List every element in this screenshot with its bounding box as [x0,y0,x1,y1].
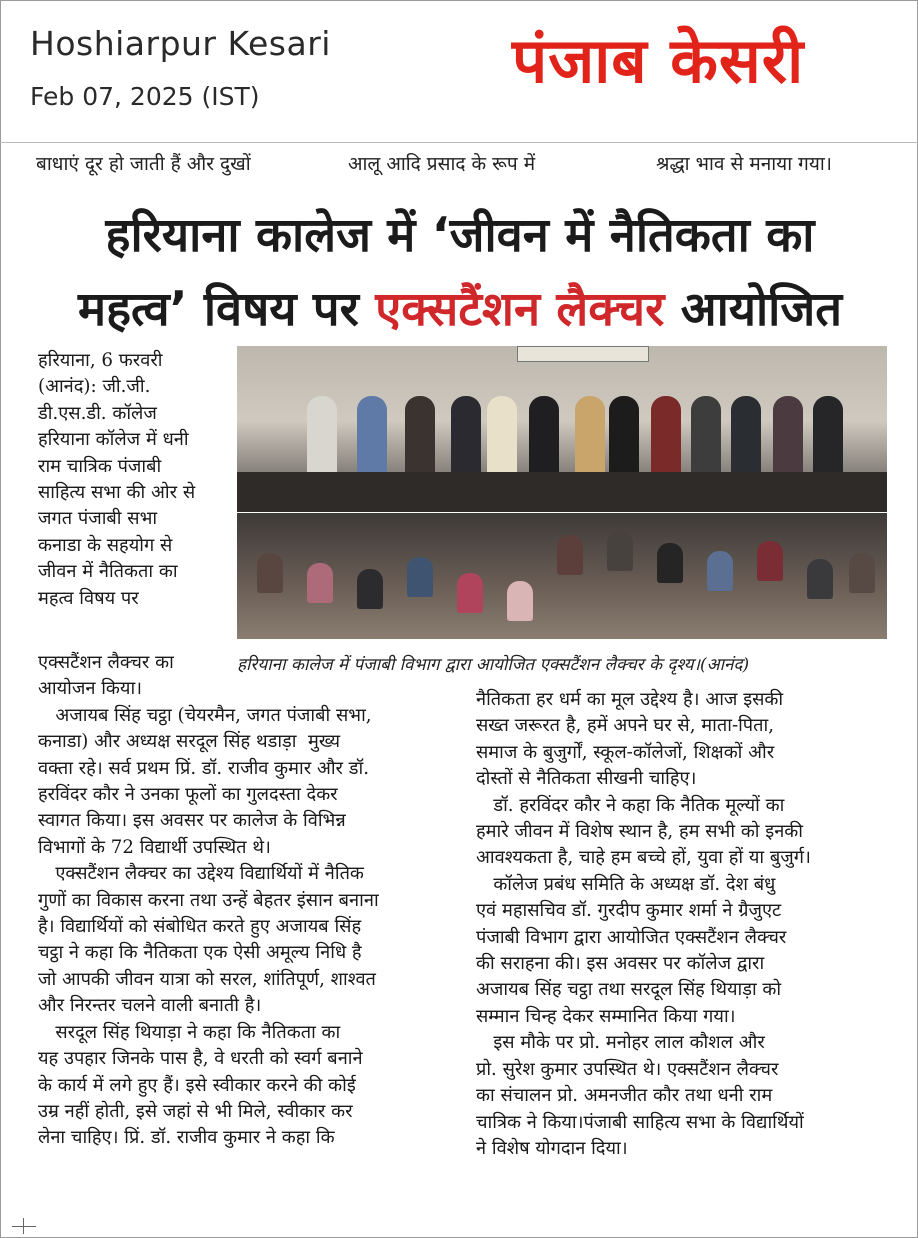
article-line: राम चात्रिक पंजाबी [38,455,162,477]
article-line: इस मौके पर प्रो. मनोहर लाल कौशल और [476,1032,765,1054]
article-line: की सराहना की। इस अवसर पर कॉलेज द्वारा [476,953,765,975]
previous-article-fragment-2: आलू आदि प्रसाद के रूप में [348,153,536,175]
photo-caption: हरियाना कालेज में पंजाबी विभाग द्वारा आयोजित एक्सटैंशन लैक्चर के दृश्य।(आनंद) [237,655,750,675]
article-line: (आनंद): जी.जी. [38,376,151,398]
article-line: सख्त जरूरत है, हमें अपने घर से, माता-पिता, [476,715,774,737]
article-line: एवं महासचिव डॉ. गुरदीप कुमार शर्मा ने ग्रैजुएट [476,900,782,922]
headline-part-a: महत्व’ विषय पर [77,282,359,337]
article-line: प्रो. सुरेश कुमार उपस्थित थे। एक्सटैंशन लैक्चर [476,1058,779,1080]
article-line: हरियाना कॉलेज में धनी [38,429,189,451]
headline-highlight: एक्सटैंशन लैक्चर [375,282,665,337]
article-line: एक्सटैंशन लैक्चर का [38,652,174,673]
article-line: है। विद्यार्थियों को संबोधित करते हुए अजायब सिंह [38,916,362,938]
clipping-header [0,0,918,143]
article-line: सरदूल सिंह थियाड़ा ने कहा कि नैतिकता का [38,1021,341,1043]
stage-banner [517,346,649,362]
article-left-column [38,650,456,1152]
article-line: चट्ठा ने कहा कि नैतिकता एक ऐसी अमूल्य निधि है [38,942,362,964]
previous-article-fragment-3: श्रद्धा भाव से मनाया गया। [656,153,833,175]
article-line: सम्मान चिन्ह देकर सम्मानित किया गया। [476,1005,736,1027]
article-line: हमारे जीवन में विशेष स्थान है, हम सभी को इनकी [476,821,803,843]
article-line: के कार्य में लगे हुए हैं। इसे स्वीकार करने की कोई [38,1074,356,1096]
article-line: एक्सटैंशन लैक्चर का उद्देश्य विद्यार्थियों में नैतिक [38,863,364,885]
headline-line-2 [30,282,890,337]
article-line: लेना चाहिए। प्रिं. डॉ. राजीव कुमार ने कहा कि [38,1127,335,1149]
article-line: जगत पंजाबी सभा [38,508,158,530]
article-line: का संचालन प्रो. अमनजीत कौर तथा धनी राम [476,1085,773,1107]
article-line: चात्रिक ने किया।पंजाबी साहित्य सभा के विद्यार्थियों [476,1111,804,1133]
article-line: हरविंदर कौर ने उनका फूलों का गुलदस्ता देकर [38,784,338,806]
article-line: आवश्यकता है, चाहे हम बच्चे हों, युवा हों या बुजुर्ग। [476,847,811,869]
event-photo-audience [237,513,887,639]
article-line: समाज के बुजुर्गों, स्कूल-कॉलेजों, शिक्षकों और [476,741,775,763]
article-line: डॉ. हरविंदर कौर ने कहा कि नैतिक मूल्यों का [476,794,785,816]
article-line: जो आपकी जीवन यात्रा को सरल, शांतिपूर्ण, शाश्वत [38,968,376,990]
article-right-column [476,687,896,1162]
article-line: विभागों के 72 विद्यार्थी उपस्थित थे। [38,836,271,858]
article-line: नैतिकता हर धर्म का मूल उद्देश्य है। आज इसकी [476,689,784,710]
article-line: अजायब सिंह चट्ठा तथा सरदूल सिंह थियाड़ा को [476,979,782,1001]
article-line: डी.एस.डी. कॉलेज [38,402,157,424]
article-line: अजायब सिंह चट्ठा (चेयरमैन, जगत पंजाबी सभा, [38,704,372,726]
newspaper-logo: पंजाब केसरी [512,24,805,97]
previous-article-fragment-1: बाधाएं दूर हो जाती हैं और दुखों [36,153,251,175]
conference-table [237,472,887,512]
article-line: ने विशेष योगदान दिया। [476,1137,628,1159]
article-line: पंजाबी विभाग द्वारा आयोजित एक्सटैंशन लैक्चर [476,926,787,948]
article-line: कनाडा के सहयोग से [38,534,173,556]
headline-line-1: हरियाना कालेज में ‘जीवन में नैतिकता का [105,208,815,263]
event-photo-stage [237,346,887,512]
article-line: हरियाना, 6 फरवरी [38,350,163,371]
article-line: गुणों का विकास करना तथा उन्हें बेहतर इंसान बनाना [38,889,379,911]
article-line: कनाडा) और अध्यक्ष सरदूल सिंह थडाड़ा मुख्य [38,731,341,753]
crop-mark [12,1218,36,1234]
article-intro-column [38,348,228,612]
article-line: साहित्य सभा की ओर से [38,482,196,504]
article-line: और निरन्तर चलने वाली बनाती है। [38,995,262,1017]
article-line: दोस्तों से नैतिकता सीखनी चाहिए। [476,768,697,790]
article-line: आयोजन किया। [38,678,143,700]
article-line: जीवन में नैतिकता का [38,561,178,583]
article-line: यह उपहार जिनके पास है, वे धरती को स्वर्ग बनाने [38,1048,363,1070]
article-line: वक्ता रहे। सर्व प्रथम प्रिं. डॉ. राजीव कुमार और डॉ. [38,757,370,779]
publication-date: Feb 07, 2025 (IST) [30,82,260,111]
article-line: कॉलेज प्रबंध समिति के अध्यक्ष डॉ. देश बंधु [476,873,776,895]
article-line: स्वागत किया। इस अवसर पर कालेज के विभिन्न [38,810,346,832]
article-line: महत्व विषय पर [38,587,139,609]
headline-part-b: आयोजित [680,282,843,337]
publication-name: Hoshiarpur Kesari [30,24,331,63]
article-line: उम्र नहीं होती, इसे जहां से भी मिले, स्वीकार कर [38,1100,353,1122]
